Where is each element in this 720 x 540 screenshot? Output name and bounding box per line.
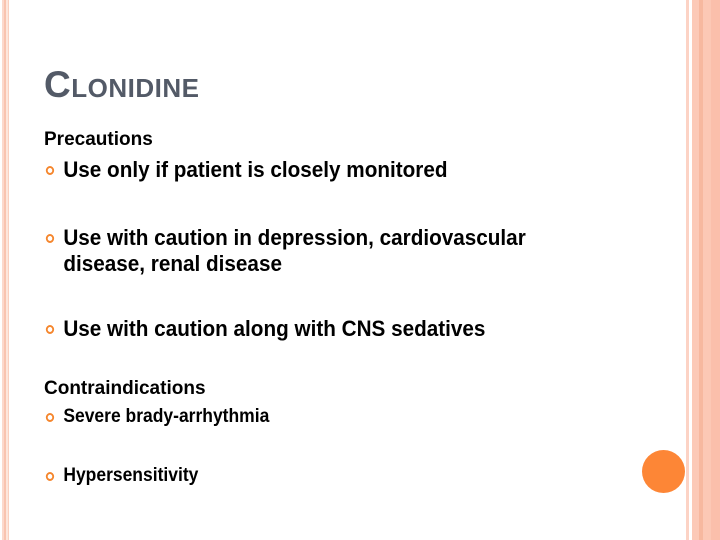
bullet-item <box>44 316 596 342</box>
bullet-item <box>44 404 504 430</box>
decorative-circle <box>642 450 685 493</box>
bullet-icon <box>46 413 54 422</box>
bullet-icon <box>46 325 54 334</box>
bullet-text: Severe brady-arrhythmia <box>63 406 270 427</box>
section-heading-precautions: Precautions <box>44 129 153 150</box>
bullet-item <box>44 157 596 183</box>
bullet-icon <box>46 166 54 175</box>
bullet-item <box>44 225 596 277</box>
bullet-text: Use only if patient is closely monitored <box>63 157 448 182</box>
bullet-text: Hypersensitivity <box>63 465 199 486</box>
bullet-item <box>44 463 504 489</box>
bullet-text: Use with caution along with CNS sedatives <box>63 316 486 341</box>
bullet-text: Use with caution in depression, cardiovascular disease, renal disease <box>63 225 526 276</box>
right-decorative-border <box>686 0 720 540</box>
left-decorative-border <box>0 0 12 540</box>
bullet-icon <box>46 234 54 243</box>
slide-title: Clonidine <box>44 64 200 105</box>
bullet-icon <box>46 472 54 481</box>
section-heading-contraindications: Contraindications <box>44 378 206 399</box>
